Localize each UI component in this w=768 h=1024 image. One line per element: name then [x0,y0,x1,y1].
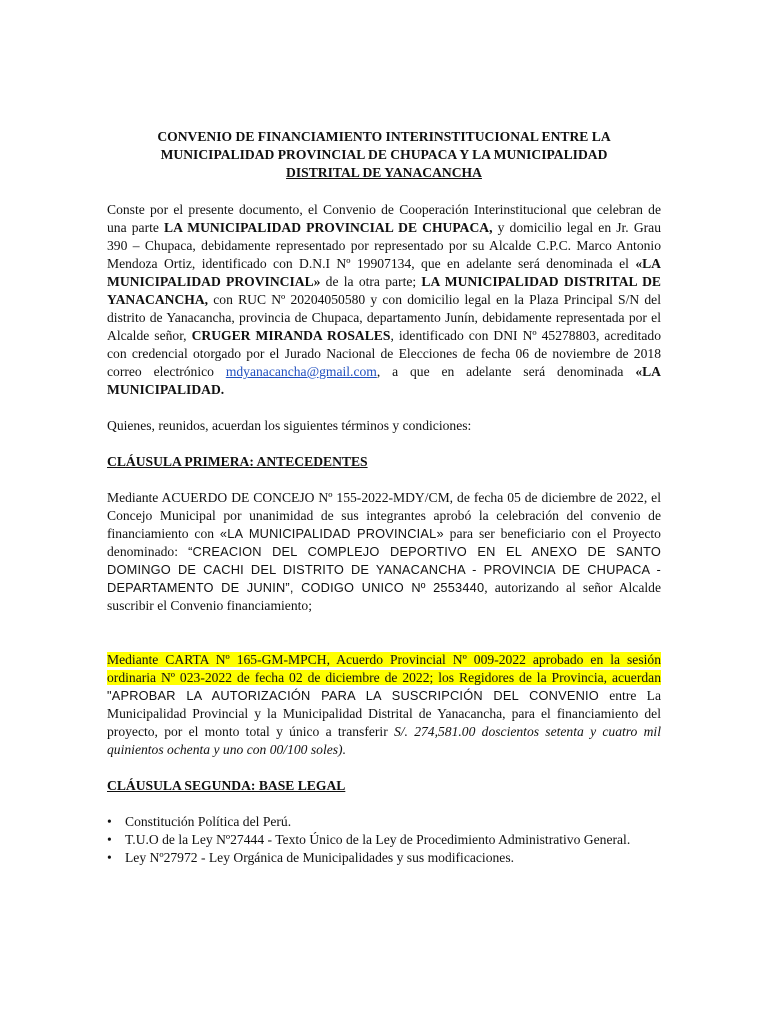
title-line-2: MUNICIPALIDAD PROVINCIAL DE CHUPACA Y LA MUNICIPALIDAD [160,147,608,162]
clause-1-text-3: , autorizando al señor Alcalde suscribir el Convenio financiamiento; [107,580,661,613]
list-item-text: Ley Nº27972 - Ley Orgánica de Municipalidades y sus modificaciones. [125,850,515,865]
bullet-icon: • [107,832,112,847]
spacer [107,471,661,489]
intro-text-3: de la otra parte; [320,274,422,289]
clause-1-text-2: para ser beneficiario con el Proyecto denominado: [107,526,661,559]
spacer [107,795,661,813]
spacer [107,615,661,651]
intro-alias-2: «LA MUNICIPALIDAD. [107,364,661,397]
title-line-1: CONVENIO DE FINANCIAMIENTO INTERINSTITUCIONAL ENTRE LA [157,129,611,144]
clause-1-paragraph-2 [107,651,661,759]
intro-text-5: , identificado con DNI Nº 45278803, acreditado con credencial otorgado por el Jurado Nacional de Elecciones de fecha 06 de noviembre de 2018 correo electrónico [107,328,661,379]
spacer [107,435,661,453]
list-item [107,831,661,849]
document-title [107,128,661,182]
intro-text-2: y domicilio legal en Jr. Grau 390 – Chupaca, debidamente representado por representado por su Alcalde C.P.C. Marco Antonio Mendoza Ortiz, identificado con D.N.I Nº 19907134, que en adelante será denominada el [107,220,662,271]
clause-1-paragraph-1 [107,489,661,615]
clause-1-heading: CLÁUSULA PRIMERA: ANTECEDENTES [107,454,368,469]
highlighted-text: Mediante CARTA Nº 165-GM-MPCH, Acuerdo Provincial Nº 009-2022 aprobado en la sesión ordinaria Nº 023-2022 de fecha 02 de diciembre de 2022; los Regidores de la Provincia, acuerdan [107,652,661,685]
project-name: “CREACION DEL COMPLEJO DEPORTIVO EN EL ANEXO DE SANTO DOMINGO DE CACHI DEL DISTRITO DE YANACANCHA - PROVINCIA DE CHUPACA - DEPARTAMENTO DE JUNIN”, CODIGO UNICO Nº 2553440 [107,544,662,595]
clause-1-alias: «LA MUNICIPALIDAD PROVINCIAL» [219,526,444,541]
clause-1-text-1: Mediante ACUERDO DE CONCEJO Nº 155-2022-MDY/CM, de fecha 05 de diciembre de 2022, el Concejo Municipal por unanimidad de sus integrantes aprobó la celebración del convenio de financiamiento con [107,490,661,541]
list-item-text: Constitución Política del Perú. [125,814,292,829]
list-item-text: T.U.O de la Ley Nº27444 - Texto Único de la Ley de Procedimiento Administrativo General. [125,832,631,847]
approval-text: "APROBAR LA AUTORIZACIÓN PARA LA SUSCRIPCIÓN DEL CONVENIO [107,688,599,703]
list-item [107,813,661,831]
title-line-3: DISTRITAL DE YANACANCHA [286,165,482,180]
intro-paragraph [107,201,661,399]
intro-party-1: LA MUNICIPALIDAD PROVINCIAL DE CHUPACA, [164,220,493,235]
document-body [107,128,661,867]
intro-party-2: LA MUNICIPALIDAD DISTRITAL DE YANACANCHA, [107,274,661,307]
clause-2-heading: CLÁUSULA SEGUNDA: BASE LEGAL [107,778,346,793]
intro-text-4: con RUC Nº 20204050580 y con domicilio legal en la Plaza Principal S/N del distrito de Yanacancha, provincia de Chupaca, departamento Junín, debidamente representada por el Alcalde señor, [107,292,661,343]
email-link[interactable]: mdyanacancha@gmail.com [225,364,377,379]
amount-text: S/. 274,581.00 doscientos setenta y cuatro mil quinientos ochenta y uno con 00/100 soles). [107,724,661,757]
intro-alias-1: «LA MUNICIPALIDAD PROVINCIAL» [107,256,661,289]
legal-basis-list [107,813,661,867]
agreement-sentence: Quienes, reunidos, acuerdan los siguientes términos y condiciones: [107,418,472,433]
clause-1-text-4: entre La Municipalidad Provincial y la Municipalidad Distrital de Yanacancha, para el financiamiento del proyecto, por el monto total y único a transferir [107,688,661,739]
bullet-icon: • [107,814,112,829]
intro-text-1: Conste por el presente documento, el Convenio de Cooperación Interinstitucional que celebran de una parte [107,202,661,235]
bullet-icon: • [107,850,112,865]
list-item [107,849,661,867]
intro-mayor-name: CRUGER MIRANDA ROSALES [191,328,391,343]
spacer [107,759,661,777]
intro-text-6: , a que en adelante será denominada [376,364,636,379]
spacer [107,399,661,417]
